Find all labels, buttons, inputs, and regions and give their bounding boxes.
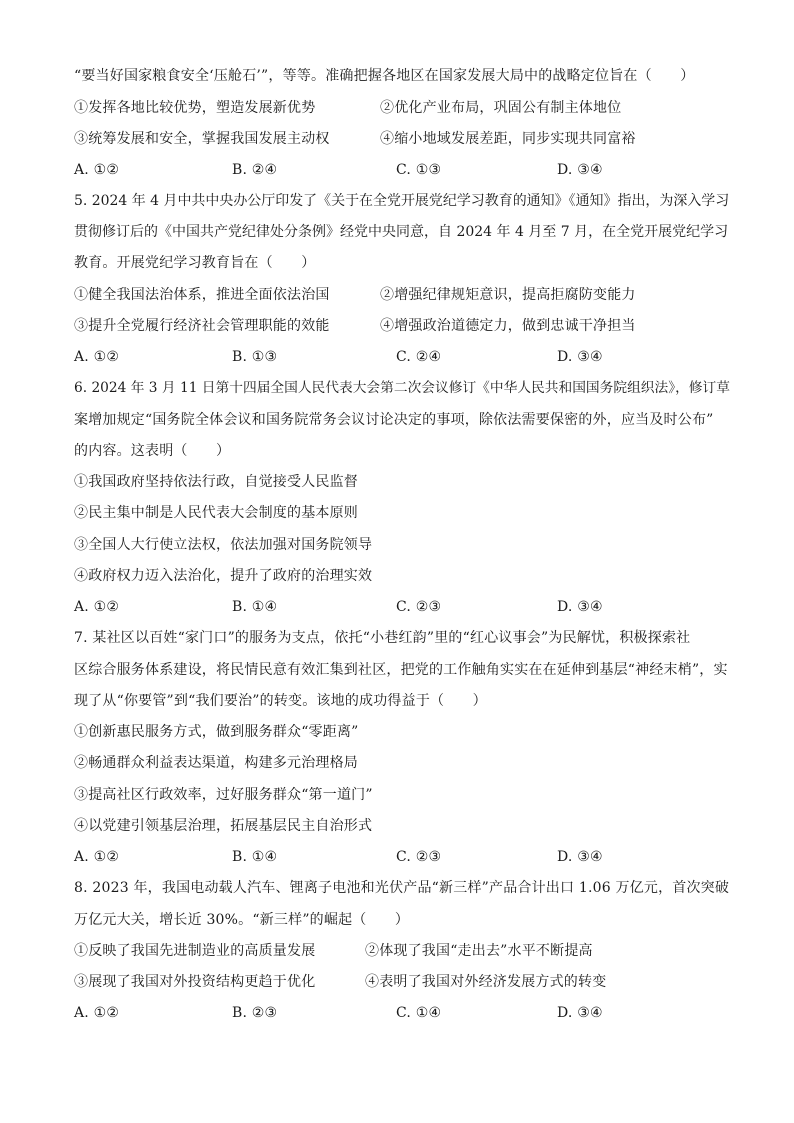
- q5-choice-d: D. ③④: [557, 349, 603, 365]
- q4-option-2: ②优化产业布局，巩固公有制主体地位: [380, 100, 622, 116]
- q7-choice-b: B. ①④: [232, 849, 278, 865]
- q5-option-2: ②增强纪律规矩意识，提高拒腐防变能力: [380, 287, 636, 303]
- q4-option-1: ①发挥各地比较优势，塑造发展新优势: [74, 100, 316, 116]
- q7-option-3: ③提高社区行政效率，过好服务群众“第一道门”: [74, 787, 373, 803]
- q5-choice-a: A. ①②: [74, 349, 120, 365]
- q6-option-1: ①我国政府坚持依法行政，自觉接受人民监督: [74, 474, 358, 490]
- q4-choice-b: B. ②④: [232, 162, 278, 178]
- q8-choice-b: B. ②③: [232, 1005, 278, 1021]
- q8-choice-d: D. ③④: [557, 1005, 603, 1021]
- q4-option-4: ④缩小地域发展差距，同步实现共同富裕: [380, 131, 636, 147]
- q6-choice-b: B. ①④: [232, 599, 278, 615]
- q7-choice-c: C. ②③: [396, 849, 442, 865]
- q6-choice-c: C. ②③: [396, 599, 442, 615]
- q6-stem-line1: 6. 2024 年 3 月 11 日第十四届全国人民代表大会第二次会议修订《中华人民共和国国务院组织法》，修订草: [74, 380, 730, 396]
- q8-choice-c: C. ①④: [396, 1005, 442, 1021]
- q6-option-2: ②民主集中制是人民代表大会制度的基本原则: [74, 505, 358, 521]
- q8-stem-line1: 8. 2023 年，我国电动载人汽车、锂离子电池和光伏产品“新三样”产品合计出口 1.06 万亿元，首次突破: [74, 880, 730, 896]
- q5-stem-line3: 教育。开展党纪学习教育旨在（ ）: [74, 255, 316, 271]
- q7-option-2: ②畅通群众利益表达渠道，构建多元治理格局: [74, 755, 358, 771]
- q6-stem-line3: 的内容。这表明（ ）: [74, 443, 231, 459]
- q4-choice-d: D. ③④: [557, 162, 603, 178]
- q5-choice-c: C. ②④: [396, 349, 442, 365]
- q7-choice-a: A. ①②: [74, 849, 120, 865]
- q5-option-4: ④增强政治道德定力，做到忠诚干净担当: [380, 318, 636, 334]
- q8-option-2: ②体现了我国“走出去”水平不断提高: [365, 943, 593, 959]
- q7-stem-line1: 7. 某社区以百姓“家门口”的服务为支点，依托“小巷红韵”里的“红心议事会”为民解忧，积极探索社: [74, 630, 691, 646]
- q5-option-1: ①健全我国法治体系，推进全面依法治国: [74, 287, 330, 303]
- q7-choice-d: D. ③④: [557, 849, 603, 865]
- q7-option-1: ①创新惠民服务方式，做到服务群众“零距离”: [74, 724, 359, 740]
- q6-stem-line2: 案增加规定“国务院全体会议和国务院常务会议讨论决定的事项，除依法需要保密的外，应当及时公布”: [74, 412, 714, 428]
- q8-option-4: ④表明了我国对外经济发展方式的转变: [365, 974, 607, 990]
- q7-stem-line2: 区综合服务体系建设，将民情民意有效汇集到社区，把党的工作触角实实在在延伸到基层“神经末梢”，实: [74, 662, 728, 678]
- q5-stem-line2: 贯彻修订后的《中国共产党纪律处分条例》经党中央同意，自 2024 年 4 月至 7 月，在全党开展党纪学习: [74, 224, 729, 240]
- q5-option-3: ③提升全党履行经济社会管理职能的效能: [74, 318, 330, 334]
- q4-choice-a: A. ①②: [74, 162, 120, 178]
- q4-choice-c: C. ①③: [396, 162, 442, 178]
- q8-stem-line2: 万亿元大关，增长近 30%。“新三样”的崛起（ ）: [74, 912, 410, 928]
- q5-stem-line1: 5. 2024 年 4 月中共中央办公厅印发了《关于在全党开展党纪学习教育的通知》《通知》指出，为深入学习: [74, 193, 730, 209]
- q4-stem: “要当好国家粮食安全‘压舱石’”，等等。准确把握各地区在国家发展大局中的战略定位旨在（ ）: [74, 68, 695, 84]
- q6-choice-d: D. ③④: [557, 599, 603, 615]
- q5-choice-b: B. ①③: [232, 349, 278, 365]
- q6-choice-a: A. ①②: [74, 599, 120, 615]
- q4-option-3: ③统筹发展和安全，掌握我国发展主动权: [74, 131, 330, 147]
- q6-option-4: ④政府权力迈入法治化，提升了政府的治理实效: [74, 568, 373, 584]
- q6-option-3: ③全国人大行使立法权，依法加强对国务院领导: [74, 537, 373, 553]
- q8-option-1: ①反映了我国先进制造业的高质量发展: [74, 943, 316, 959]
- q7-option-4: ④以党建引领基层治理，拓展基层民主自治形式: [74, 818, 373, 834]
- q7-stem-line3: 现了从“你要管”到“我们要治”的转变。该地的成功得益于（ ）: [74, 693, 487, 709]
- q8-choice-a: A. ①②: [74, 1005, 120, 1021]
- q8-option-3: ③展现了我国对外投资结构更趋于优化: [74, 974, 316, 990]
